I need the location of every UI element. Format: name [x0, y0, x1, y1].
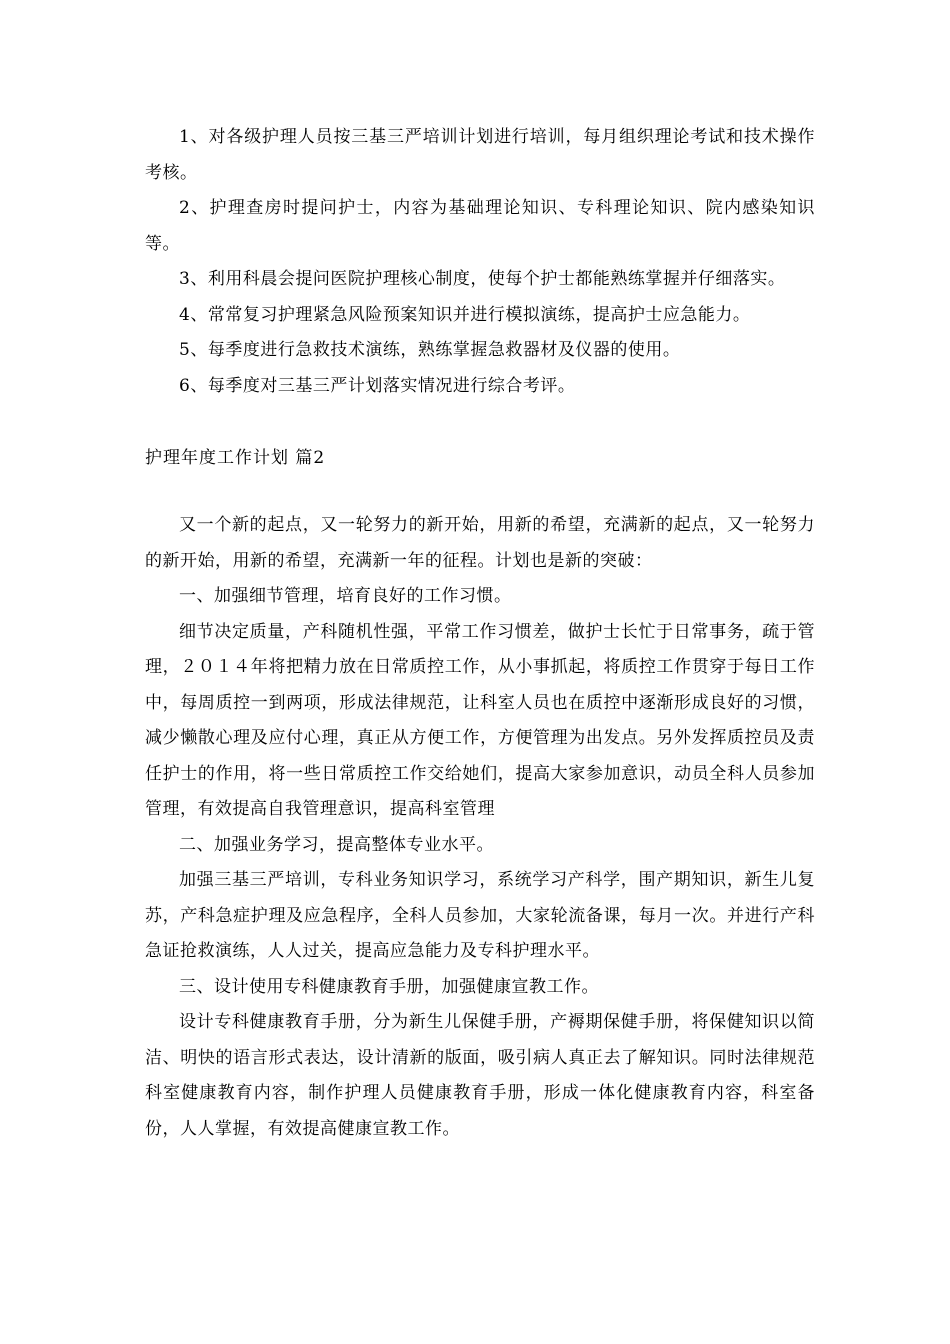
body-paragraph: 加强三基三严培训，专科业务知识学习，系统学习产科学，围产期知识，新生儿复苏，产科急症护理及应急程序，全科人员参加，大家轮流备课，每月一次。并进行产科急证抢救演练，人人过关，提高应急能力及专科护理水平。: [145, 870, 815, 961]
list-item: 4、常常复习护理紧急风险预案知识并进行模拟演练，提高护士应急能力。: [179, 304, 751, 325]
plan-body: [145, 508, 815, 1147]
intro-paragraph: 又一个新的起点，又一轮努力的新开始，用新的希望，充满新的起点，又一轮努力的新开始，用新的希望，充满新一年的征程。计划也是新的突破：: [145, 515, 815, 571]
subheading-detail-management: 一、加强细节管理，培育良好的工作习惯。: [179, 586, 512, 606]
list-item: 6、每季度对三基三严计划落实情况进行综合考评。: [179, 375, 576, 396]
body-paragraph: 细节决定质量，产科随机性强，平常工作习惯差，做护士长忙于日常事务，疏于管理，２０１４年将把精力放在日常质控工作，从小事抓起，将质控工作贯穿于每日工作中，每周质控一到两项，形成法律规范，让科室人员也在质控中逐渐形成良好的习惯，减少懒散心理及应付心理，真正从方便工作，方便管理为出发点。另外发挥质控员及责任护士的作用，将一些日常质控工作交给她们，提高大家参加意识，动员全科人员参加管理，有效提高自我管理意识，提高科室管理: [145, 621, 815, 819]
list-item: 2、护理查房时提问护士，内容为基础理论知识、专科理论知识、院内感染知识等。: [145, 198, 815, 254]
training-list: [145, 120, 815, 404]
subheading-health-education: 三、设计使用专科健康教育手册，加强健康宣教工作。: [179, 976, 599, 997]
list-item: 3、利用科晨会提问医院护理核心制度，使每个护士都能熟练掌握并仔细落实。: [179, 269, 786, 289]
body-paragraph: 设计专科健康教育手册，分为新生儿保健手册，产褥期保健手册，将保健知识以简洁、明快的语言形式表达，设计清新的版面，吸引病人真正去了解知识。同时法律规范科室健康教育内容，制作护理人员健康教育手册，形成一体化健康教育内容，科室备份，人人掌握，有效提高健康宣教工作。: [145, 1012, 815, 1139]
section-heading: 护理年度工作计划 篇2: [145, 448, 326, 468]
subheading-study: 二、加强业务学习，提高整体专业水平。: [179, 834, 494, 855]
list-item: 5、每季度进行急救技术演练，熟练掌握急救器材及仪器的使用。: [179, 340, 681, 360]
list-item: 1、对各级护理人员按三基三严培训计划进行培训，每月组织理论考试和技术操作考核。: [145, 127, 815, 183]
